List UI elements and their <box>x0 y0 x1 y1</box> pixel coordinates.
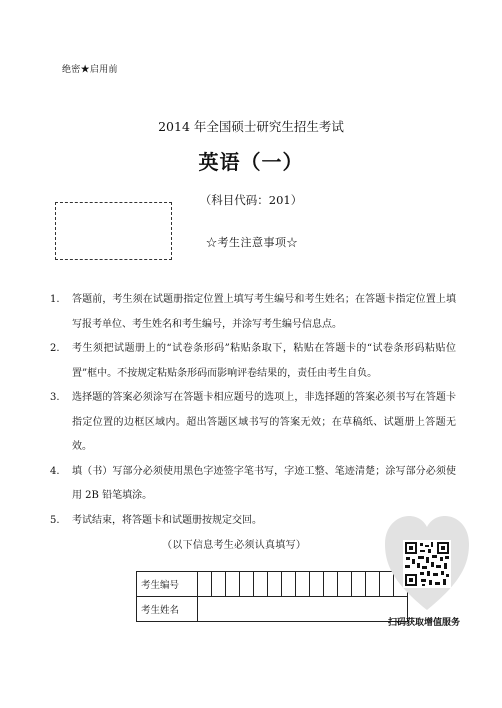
instruction-text: 答题前，考生须在试题册指定位置上填写考生编号和考生姓名；在答题卡指定位置上填写报考单位、考生姓名和考生编号，并涂写考生编号信息点。 <box>72 294 456 330</box>
notice-heading: ☆考生注意事项☆ <box>206 236 298 249</box>
candidate-number-box[interactable] <box>366 572 380 597</box>
instructions-list <box>50 288 456 533</box>
confidential-label: 绝密★启用前 <box>62 65 118 75</box>
instruction-number: 1. <box>50 294 60 305</box>
instruction-item <box>50 460 456 509</box>
candidate-number-label: 考生编号 <box>137 572 198 597</box>
heart-qr-icon <box>385 514 469 622</box>
candidate-number-box[interactable] <box>226 572 240 597</box>
subject-code: （科目代码：201） <box>199 193 303 207</box>
candidate-number-box[interactable] <box>254 572 268 597</box>
instruction-text: 选择题的答案必须涂写在答题卡相应题号的选项上，非选择题的答案必须书写在答题卡指定位置的边框区域内。超出答题区域书写的答案无效；在草稿纸、试题册上答题无效。 <box>72 392 456 452</box>
candidate-number-box[interactable] <box>352 572 366 597</box>
instruction-item <box>50 386 456 460</box>
instruction-text: 填（书）写部分必须使用黑色字迹签字笔书写，字迹工整、笔迹清楚；涂写部分必须使用 2B 铅笔填涂。 <box>72 465 456 501</box>
instruction-number: 4. <box>50 465 60 477</box>
instruction-item <box>50 288 456 337</box>
qr-promo[interactable] <box>385 514 469 622</box>
barcode-placement-box <box>55 202 172 260</box>
candidate-number-box[interactable] <box>338 572 352 597</box>
candidate-number-box[interactable] <box>310 572 324 597</box>
candidate-number-box[interactable] <box>296 572 310 597</box>
candidate-number-box[interactable] <box>198 572 212 597</box>
instruction-number: 3. <box>50 392 60 403</box>
candidate-name-field[interactable] <box>198 597 408 622</box>
candidate-number-box[interactable] <box>240 572 254 597</box>
candidate-number-box[interactable] <box>268 572 282 597</box>
table-row <box>137 597 408 622</box>
candidate-number-box[interactable] <box>212 572 226 597</box>
table-row <box>137 572 408 597</box>
instruction-text: 考生须把试题册上的“试卷条形码”粘贴条取下，粘贴在答题卡的“试卷条形码粘贴位置”框中。不按规定粘贴条形码而影响评卷结果的，责任由考生自负。 <box>72 343 456 379</box>
subject-title: 英语（一） <box>198 150 304 174</box>
candidate-info-table <box>136 571 408 622</box>
instruction-number: 5. <box>50 514 60 526</box>
instruction-text: 考试结束，将答题卡和试题册按规定交回。 <box>72 514 262 526</box>
instruction-item <box>50 337 456 386</box>
candidate-number-box[interactable] <box>324 572 338 597</box>
fill-in-note: （以下信息考生必须认真填写） <box>162 540 307 551</box>
exam-title: 2014 年全国硕士研究生招生考试 <box>158 119 344 134</box>
qr-caption: 扫码获取增值服务 <box>388 618 461 628</box>
candidate-name-label: 考生姓名 <box>137 597 198 622</box>
instruction-number: 2. <box>50 343 60 354</box>
candidate-number-box[interactable] <box>282 572 296 597</box>
